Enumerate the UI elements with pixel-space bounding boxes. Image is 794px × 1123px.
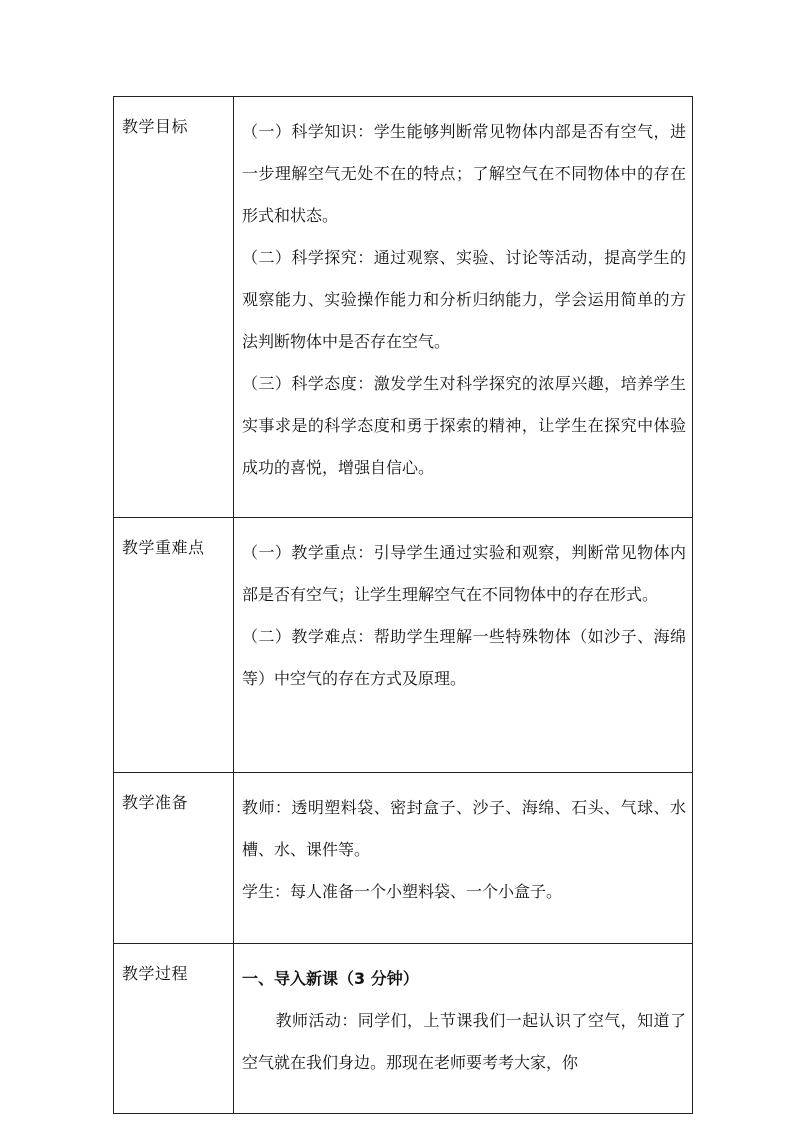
row-label: 教学准备 bbox=[114, 773, 234, 944]
row-label: 教学过程 bbox=[114, 944, 234, 1114]
student-materials: 学生：每人准备一个小塑料袋、一个小盒子。 bbox=[242, 882, 563, 901]
lesson-plan-table bbox=[113, 96, 693, 1114]
row-content bbox=[234, 773, 693, 944]
row-label: 教学目标 bbox=[114, 97, 234, 518]
goal-knowledge: （一）科学知识：学生能够判断常见物体内部是否有空气，进一步理解空气无处不在的特点；了解空气在不同物体中的存在形式和状态。 bbox=[242, 122, 686, 225]
teacher-materials: 教师：透明塑料袋、密封盒子、沙子、海绵、石头、气球、水槽、水、课件等。 bbox=[242, 798, 686, 859]
row-content bbox=[234, 944, 693, 1114]
row-label: 教学重难点 bbox=[114, 518, 234, 773]
section-heading: 一、导入新课（3 分钟） bbox=[242, 969, 419, 988]
table-row-preparation bbox=[114, 773, 693, 944]
goal-inquiry: （二）科学探究：通过观察、实验、讨论等活动，提高学生的观察能力、实验操作能力和分析归纳能力，学会运用简单的方法判断物体中是否存在空气。 bbox=[242, 248, 686, 351]
key-point: （一）教学重点：引导学生通过实验和观察，判断常见物体内部是否有空气；让学生理解空气在不同物体中的存在形式。 bbox=[242, 543, 686, 604]
difficult-point: （二）教学难点：帮助学生理解一些特殊物体（如沙子、海绵等）中空气的存在方式及原理。 bbox=[242, 627, 686, 688]
row-content bbox=[234, 518, 693, 773]
table-row-key-difficult-points bbox=[114, 518, 693, 773]
goal-attitude: （三）科学态度：激发学生对科学探究的浓厚兴趣，培养学生实事求是的科学态度和勇于探索的精神，让学生在探究中体验成功的喜悦，增强自信心。 bbox=[242, 374, 686, 477]
row-content bbox=[234, 97, 693, 518]
table-row-teaching-goals bbox=[114, 97, 693, 518]
table-row-process bbox=[114, 944, 693, 1114]
teacher-activity: 教师活动：同学们，上节课我们一起认识了空气，知道了空气就在我们身边。那现在老师要考考大家，你 bbox=[242, 1011, 686, 1072]
